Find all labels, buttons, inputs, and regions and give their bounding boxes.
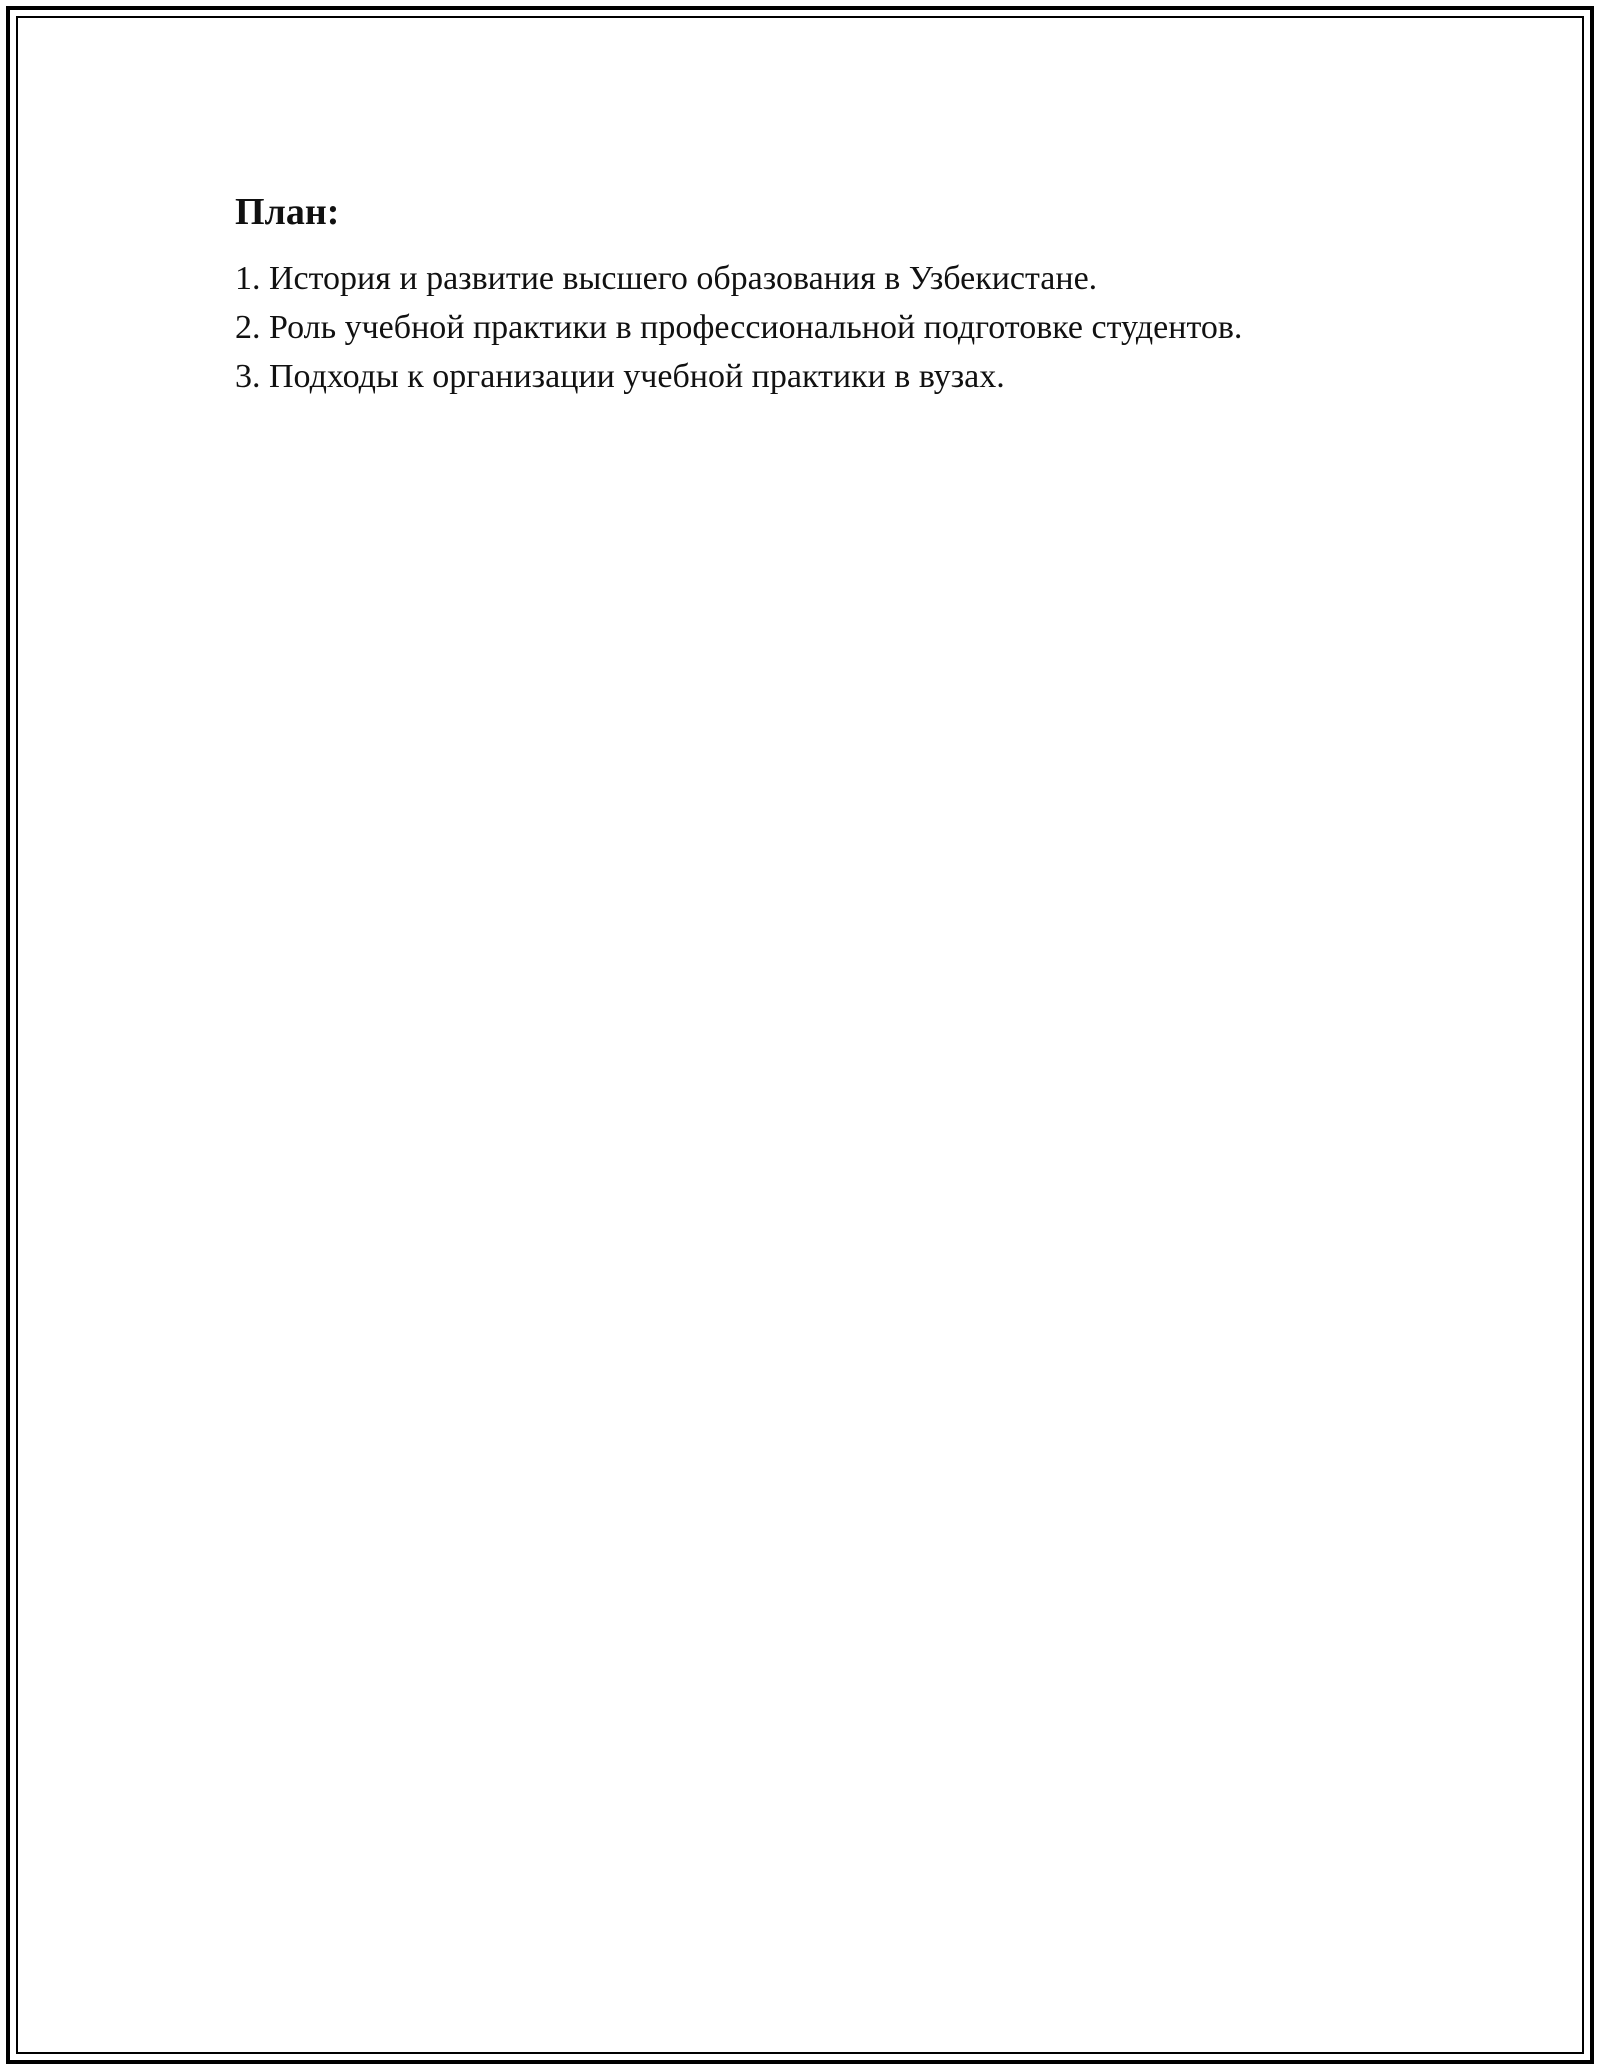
plan-item: 2. Роль учебной практики в профессиональной подготовке студентов. [235, 309, 1243, 346]
plan-heading: План: [235, 191, 340, 233]
plan-list [235, 254, 1435, 401]
plan-item: 3. Подходы к организации учебной практики в вузах. [235, 358, 1005, 395]
document-body [235, 186, 1435, 401]
plan-item: 1. История и развитие высшего образования в Узбекистане. [235, 260, 1098, 297]
